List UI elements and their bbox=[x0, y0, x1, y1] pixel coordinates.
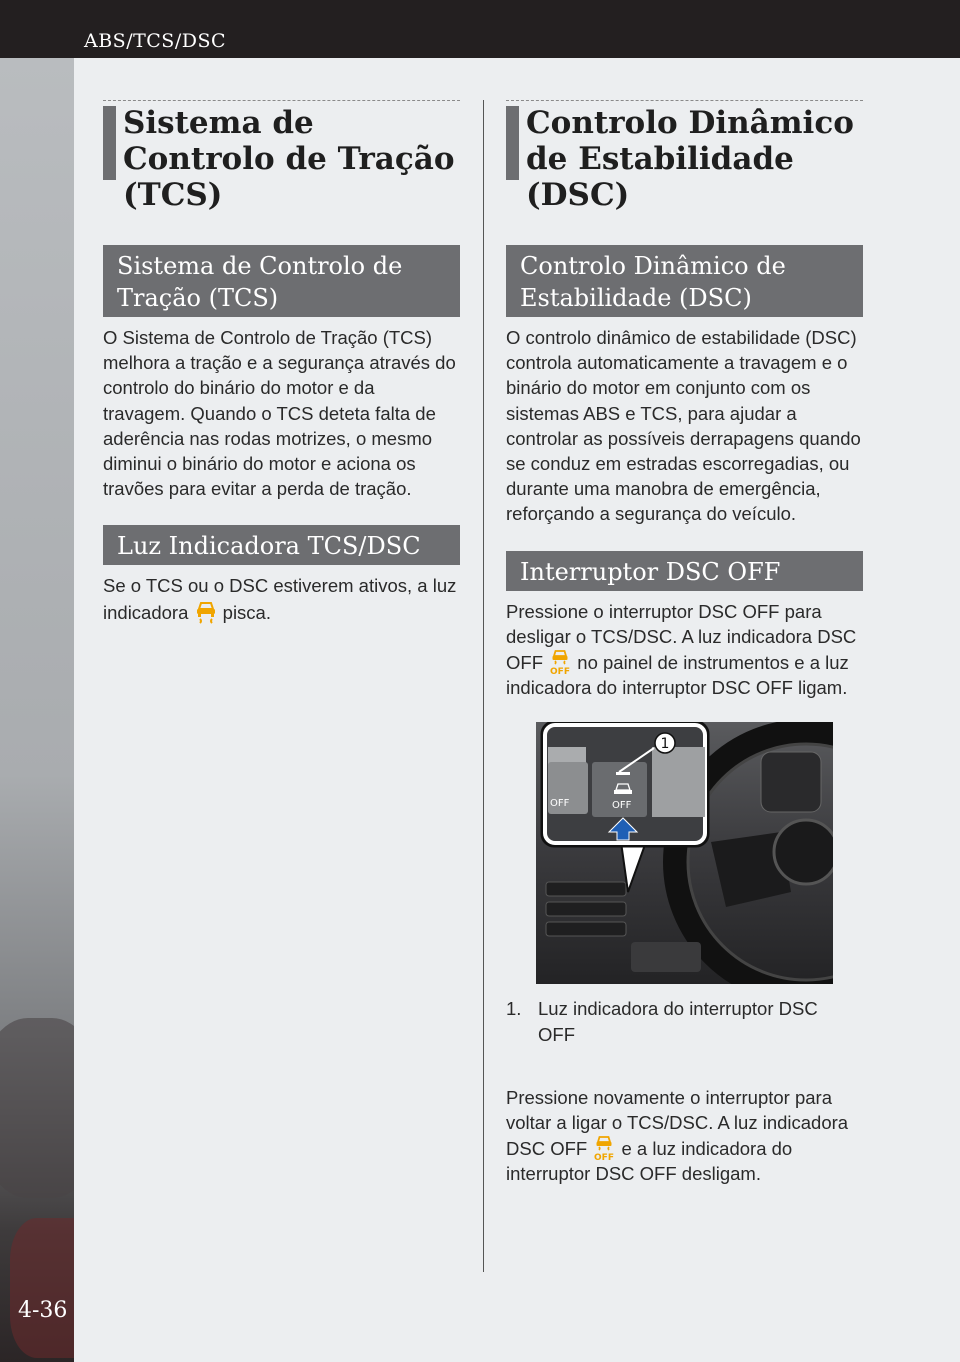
dsc-paragraph: O controlo dinâmico de estabilidade (DSC) controla automaticamente a travagem e o binário do motor em conjunto com os sistemas ABS e TCS, para ajudar a controlar as possíveis derrapagens quando se conduz em estradas escorregadias, ou durante uma manobra de emergência, reforçando a segurança do veículo. bbox=[506, 327, 861, 525]
dashboard-figure bbox=[536, 722, 833, 984]
column-divider bbox=[483, 100, 484, 1272]
indicator-text-after: pisca. bbox=[222, 601, 271, 623]
page-number: 4-36 bbox=[18, 1298, 68, 1323]
section-title: Controlo Dinâmico de Estabilidade (DSC) bbox=[526, 105, 854, 213]
switch-paragraph-2 bbox=[506, 1085, 863, 1187]
subheading-dsc: Controlo Dinâmico de Estabilidade (DSC) bbox=[506, 245, 863, 317]
section-heading-bar bbox=[103, 106, 116, 180]
dashboard-illustration bbox=[536, 722, 833, 984]
sidebar-shape bbox=[0, 1018, 74, 1198]
tcs-paragraph: O Sistema de Controlo de Tração (TCS) melhora a tração e a segurança através do controlo do binário do motor e da travagem. Quando o TCS deteta falta de aderência nas rodas motrizes, o mesmo diminui o binário do motor e aciona os travões para evitar a perda de tração. bbox=[103, 327, 456, 500]
section-heading bbox=[103, 100, 460, 213]
figure-button-label: OFF bbox=[550, 798, 570, 810]
sidebar-decoration bbox=[0, 58, 74, 1362]
left-column bbox=[103, 100, 460, 625]
section-title: Sistema de Controlo de Tração (TCS) bbox=[123, 105, 455, 213]
figure-legend-list bbox=[506, 996, 863, 1046]
figure-callout-number: 1 bbox=[660, 736, 670, 753]
switch-paragraph bbox=[506, 599, 863, 701]
tcs-dsc-indicator-icon bbox=[194, 599, 218, 625]
indicator-paragraph bbox=[103, 573, 460, 624]
subheading-switch: Interruptor DSC OFF bbox=[506, 551, 863, 591]
section-heading bbox=[506, 100, 863, 213]
svg-text:OFF: OFF bbox=[594, 1153, 615, 1162]
dsc-off-indicator-icon bbox=[592, 1135, 616, 1161]
indicator-text-before: Se o TCS ou o DSC estiverem ativos, a luz indicadora bbox=[103, 575, 457, 623]
figure-button-label: OFF bbox=[612, 800, 632, 812]
section-heading-bar bbox=[506, 106, 519, 180]
sidebar-shape bbox=[10, 1218, 74, 1358]
header-bar bbox=[0, 0, 960, 58]
dsc-off-indicator-icon bbox=[548, 649, 572, 675]
header-title: ABS/TCS/DSC bbox=[84, 30, 227, 52]
svg-text:OFF: OFF bbox=[550, 667, 571, 676]
switch2-text-before: Pressione novamente o interruptor para voltar a ligar o TCS/DSC. A luz indicadora DSC OFF bbox=[506, 1086, 849, 1160]
list-item bbox=[506, 996, 863, 1046]
subheading-indicator: Luz Indicadora TCS/DSC bbox=[103, 525, 460, 565]
subheading-tcs: Sistema de Controlo de Tração (TCS) bbox=[103, 245, 460, 317]
right-column bbox=[506, 100, 863, 1187]
list-item-text: Luz indicadora do interruptor DSC OFF bbox=[538, 998, 818, 1045]
list-item-number: 1. bbox=[506, 998, 522, 1020]
switch-text-before: Pressione o interruptor DSC OFF para desligar o TCS/DSC. A luz indicadora DSC OFF bbox=[506, 600, 857, 674]
switch-text-after: no painel de instrumentos e a luz indicadora do interruptor DSC OFF ligam. bbox=[506, 652, 849, 699]
switch2-text-after: e a luz indicadora do interruptor DSC OFF desligam. bbox=[506, 1138, 793, 1185]
